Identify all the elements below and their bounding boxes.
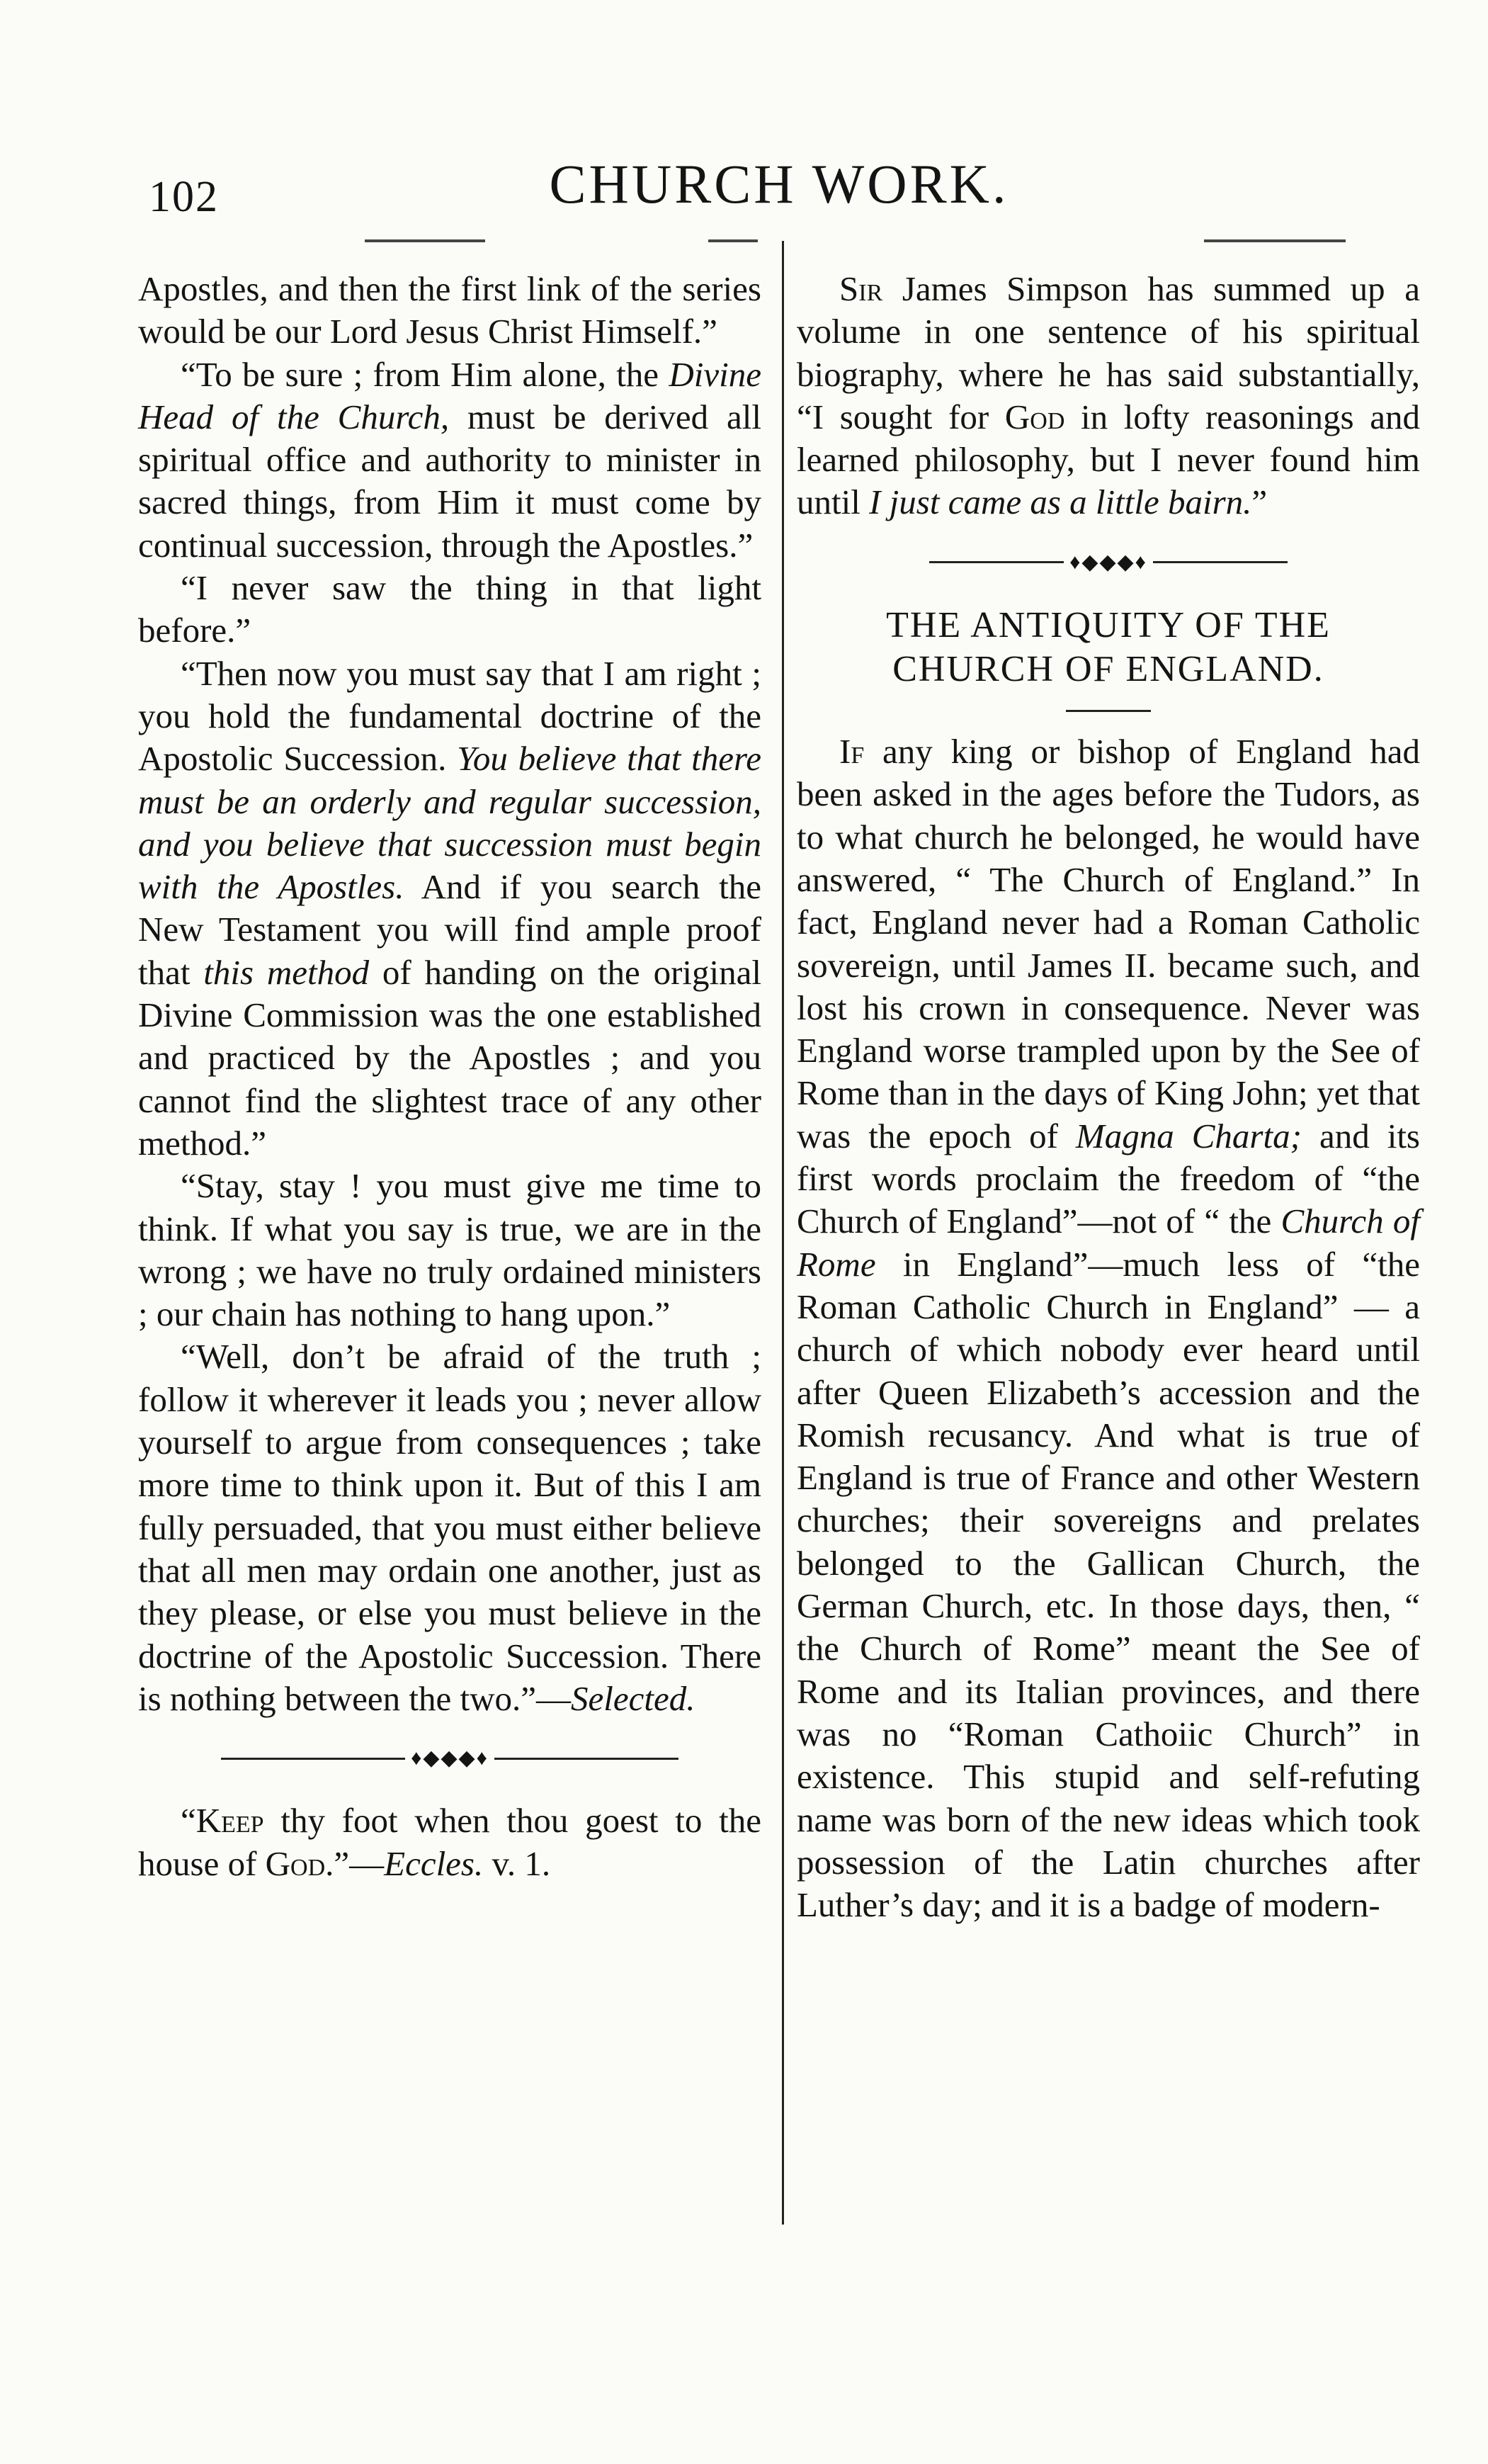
right-paragraph-1: Sir James Simpson has summed up a volume in one sentence of his spiritual biography, where he has said substantially, “I sought for God in lofty reasonings and learned philosophy, but I never found him until I just came as a little bairn.” xyxy=(797,269,1420,522)
left-paragraph-2: “To be sure ; from Him alone, the Divine Head of the Church, must be derived all spiritual office and authority to minister in sacred things, from Him it must come by continual succession, through the Apostles.” xyxy=(138,354,762,565)
title-rule xyxy=(1066,710,1151,712)
left-paragraph-6: “Well, don’t be afraid of the truth ; follow it wherever it leads you ; never allow yourself to argue from consequences ; take more time to think upon it. But of this I am fully persuaded, that you must either believe that all men may ordain one another, just as they please, or else you must believe in the doctrine of the Apostolic Succession. There is nothing between the two.”—Selected. xyxy=(138,1337,761,1718)
left-paragraph-4: “Then now you must say that I am right ; you hold the fundamental doctrine of the Apostolic Succession. You believe that there must be an orderly and regular succession, and you believe that succession must begin with the Apostles. And if you search the New Testament you will find ample proof that this method of handing on the original Divine Commission was the one established and practiced by the Apostles ; and you cannot find the slightest trace of any other method.” xyxy=(138,653,762,1163)
left-paragraph-1: Apostles, and then the first link of the series would be our Lord Jesus Christ Himself.” xyxy=(138,269,761,351)
column-divider xyxy=(782,241,784,2225)
top-divider-dash xyxy=(365,239,485,242)
section-ornament: ♦◆◆◆♦ xyxy=(797,541,1420,584)
left-paragraph-quote: “Keep thy foot when thou goest to the house of God.”—Eccles. v. 1. xyxy=(138,1801,761,1883)
top-divider-dash xyxy=(1204,239,1346,242)
top-divider-dash xyxy=(708,239,758,242)
left-paragraph-3: “I never saw the thing in that light before.” xyxy=(138,568,761,650)
section-ornament: ♦◆◆◆♦ xyxy=(138,1737,761,1780)
page-number: 102 xyxy=(149,173,219,221)
page-header xyxy=(135,152,1424,230)
left-paragraph-5: “Stay, stay ! you must give me time to think. If what you say is true, we are in the wrong ; we have no truly ordained ministers ; our chain has nothing to hang upon.” xyxy=(138,1166,761,1334)
right-paragraph-2: If any king or bishop of England had been asked in the ages before the Tudors, as to what church he belonged, he would have answered, “ The Church of England.” In fact, England never had a Roman Catholic sovereign, until James II. became such, and lost his crown in consequence. Never was England worse trampled upon by the See of Rome than in the days of King John; yet that was the epoch of Magna Charta; and its first words proclaim the freedom of “the Church of England”—not of “ the Church of Rome in England”—much less of “the Roman Catholic Church in England” — a church of which nobody ever heard until after Queen Elizabeth’s accession and the Romish recusancy. And what is true of England is true of France and other Western churches; their sovereigns and prelates belonged to the Gallican Church, the German Church, etc. In those days, then, “ the Church of Rome” meant the See of Rome and its Italian provinces, and there was no “Roman Cathoiic Church” in existence. This stupid and self-refuting name was born of the new ideas which took possession of the Latin churches after Luther’s day; and it is a badge of modern- xyxy=(797,732,1421,1925)
running-title: CHURCH WORK. xyxy=(549,153,1009,215)
section-title: THE ANTIQUITY OF THE CHURCH OF ENGLAND. xyxy=(886,605,1331,690)
right-column xyxy=(797,268,1420,1926)
left-column xyxy=(138,268,761,1885)
